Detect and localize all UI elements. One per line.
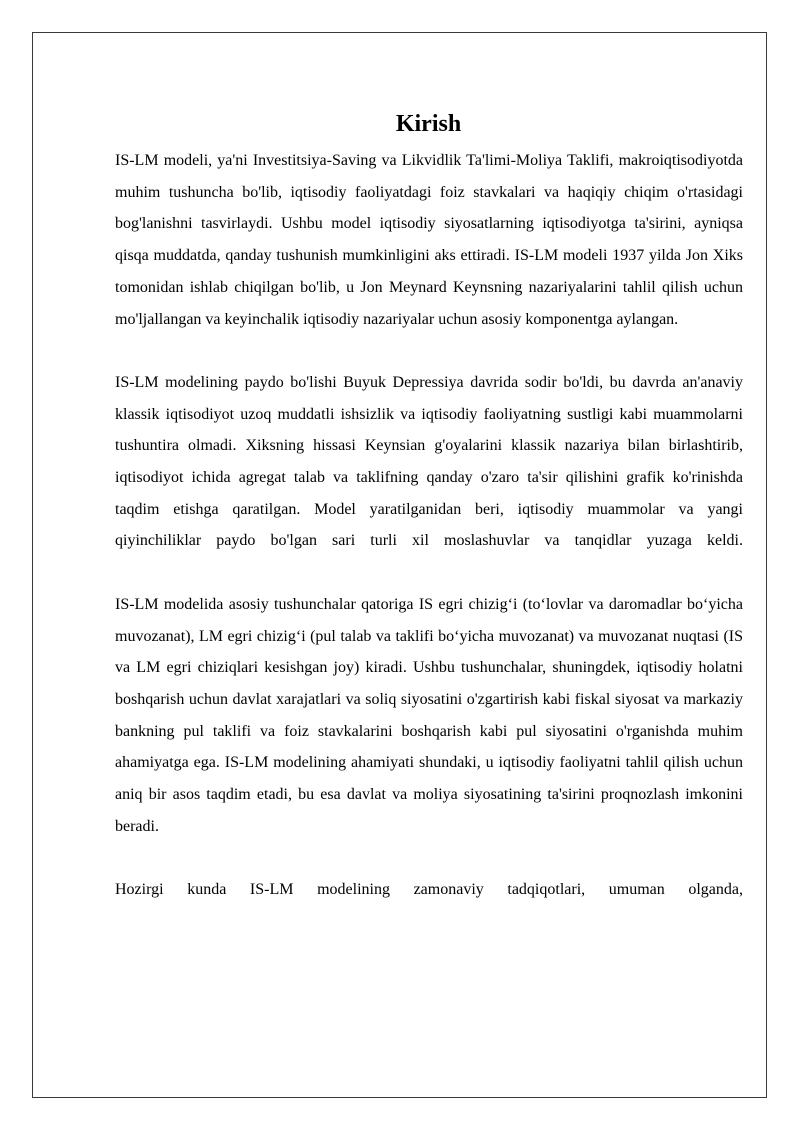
document-body: [115, 145, 743, 938]
paragraph-concepts: IS-LM modelida asosiy tushunchalar qatoriga IS egri chizig‘i (to‘lovlar va daromadlar bo‘yicha muvozanat), LM egri chizig‘i (pul talab va taklifi bo‘yicha muvozanat) va muvozanat nuqtasi (IS va LM egri chiziqlari kesishgan joy) kiradi. Ushbu tushunchalar, shuningdek, iqtisodiy holatni boshqarish uchun davlat xarajatlari va soliq siyosatini o'zgartirish kabi fiskal siyosat va markaziy bankning pul taklifi va foiz stavkalarini boshqarish kabi pul siyosatini o'rganishda muhim ahamiyatga ega. IS-LM modelining ahamiyati shundaki, u iqtisodiy faoliyatni tahlil qilish uchun aniq bir asos taqdim etadi, bu esa davlat va moliya siyosatining ta'sirini proqnozlash imkonini beradi.: [115, 595, 743, 835]
document-page: [32, 32, 767, 1098]
page-title: Kirish: [395, 111, 462, 137]
paragraph-intro: IS-LM modeli, ya'ni Investitsiya-Saving va Likvidlik Ta'limi-Moliya Taklifi, makroiqtisodiyotda muhim tushuncha bo'lib, iqtisodiy faoliyatdagi foiz stavkalari va haqiqiy chiqim o'rtasidagi bog'lanishni tasvirlaydi. Ushbu model iqtisodiy siyosatlarning iqtisodiyotga ta'sirini, ayniqsa qisqa muddatda, qanday tushunish mumkinligini aks ettiradi. IS-LM modeli 1937 yilda Jon Xiks tomonidan ishlab chiqilgan bo'lib, u Jon Meynard Keynsning nazariyalarini tahlil qilish uchun mo'ljallangan va keyinchalik iqtisodiy nazariyalar uchun asosiy komponentga aylangan.: [115, 152, 743, 328]
paragraph-origin: IS-LM modelining paydo bo'lishi Buyuk Depressiya davrida sodir bo'ldi, bu davrda an'anaviy klassik iqtisodiyot uzoq muddatli ishsizlik va iqtisodiy faoliyatning sustligi kabi muammolarni tushuntira olmadi. Xiksning hissasi Keynsian g'oyalarini klassik nazariya bilan birlashtirib, iqtisodiyot ichida agregat talab va taklifning qanday o'zaro ta'sir qilishini grafik ko'rinishda taqdim etishga qaratilgan. Model yaratilganidan beri, iqtisodiy muammolar va yangi qiyinchiliklar paydo bo'lgan sari turli xil moslashuvlar va tanqidlar yuzaga keldi.: [115, 373, 743, 550]
paragraph-modern: Hozirgi kunda IS-LM modelining zamonaviy tadqiqotlari, umuman olganda,: [115, 881, 743, 899]
